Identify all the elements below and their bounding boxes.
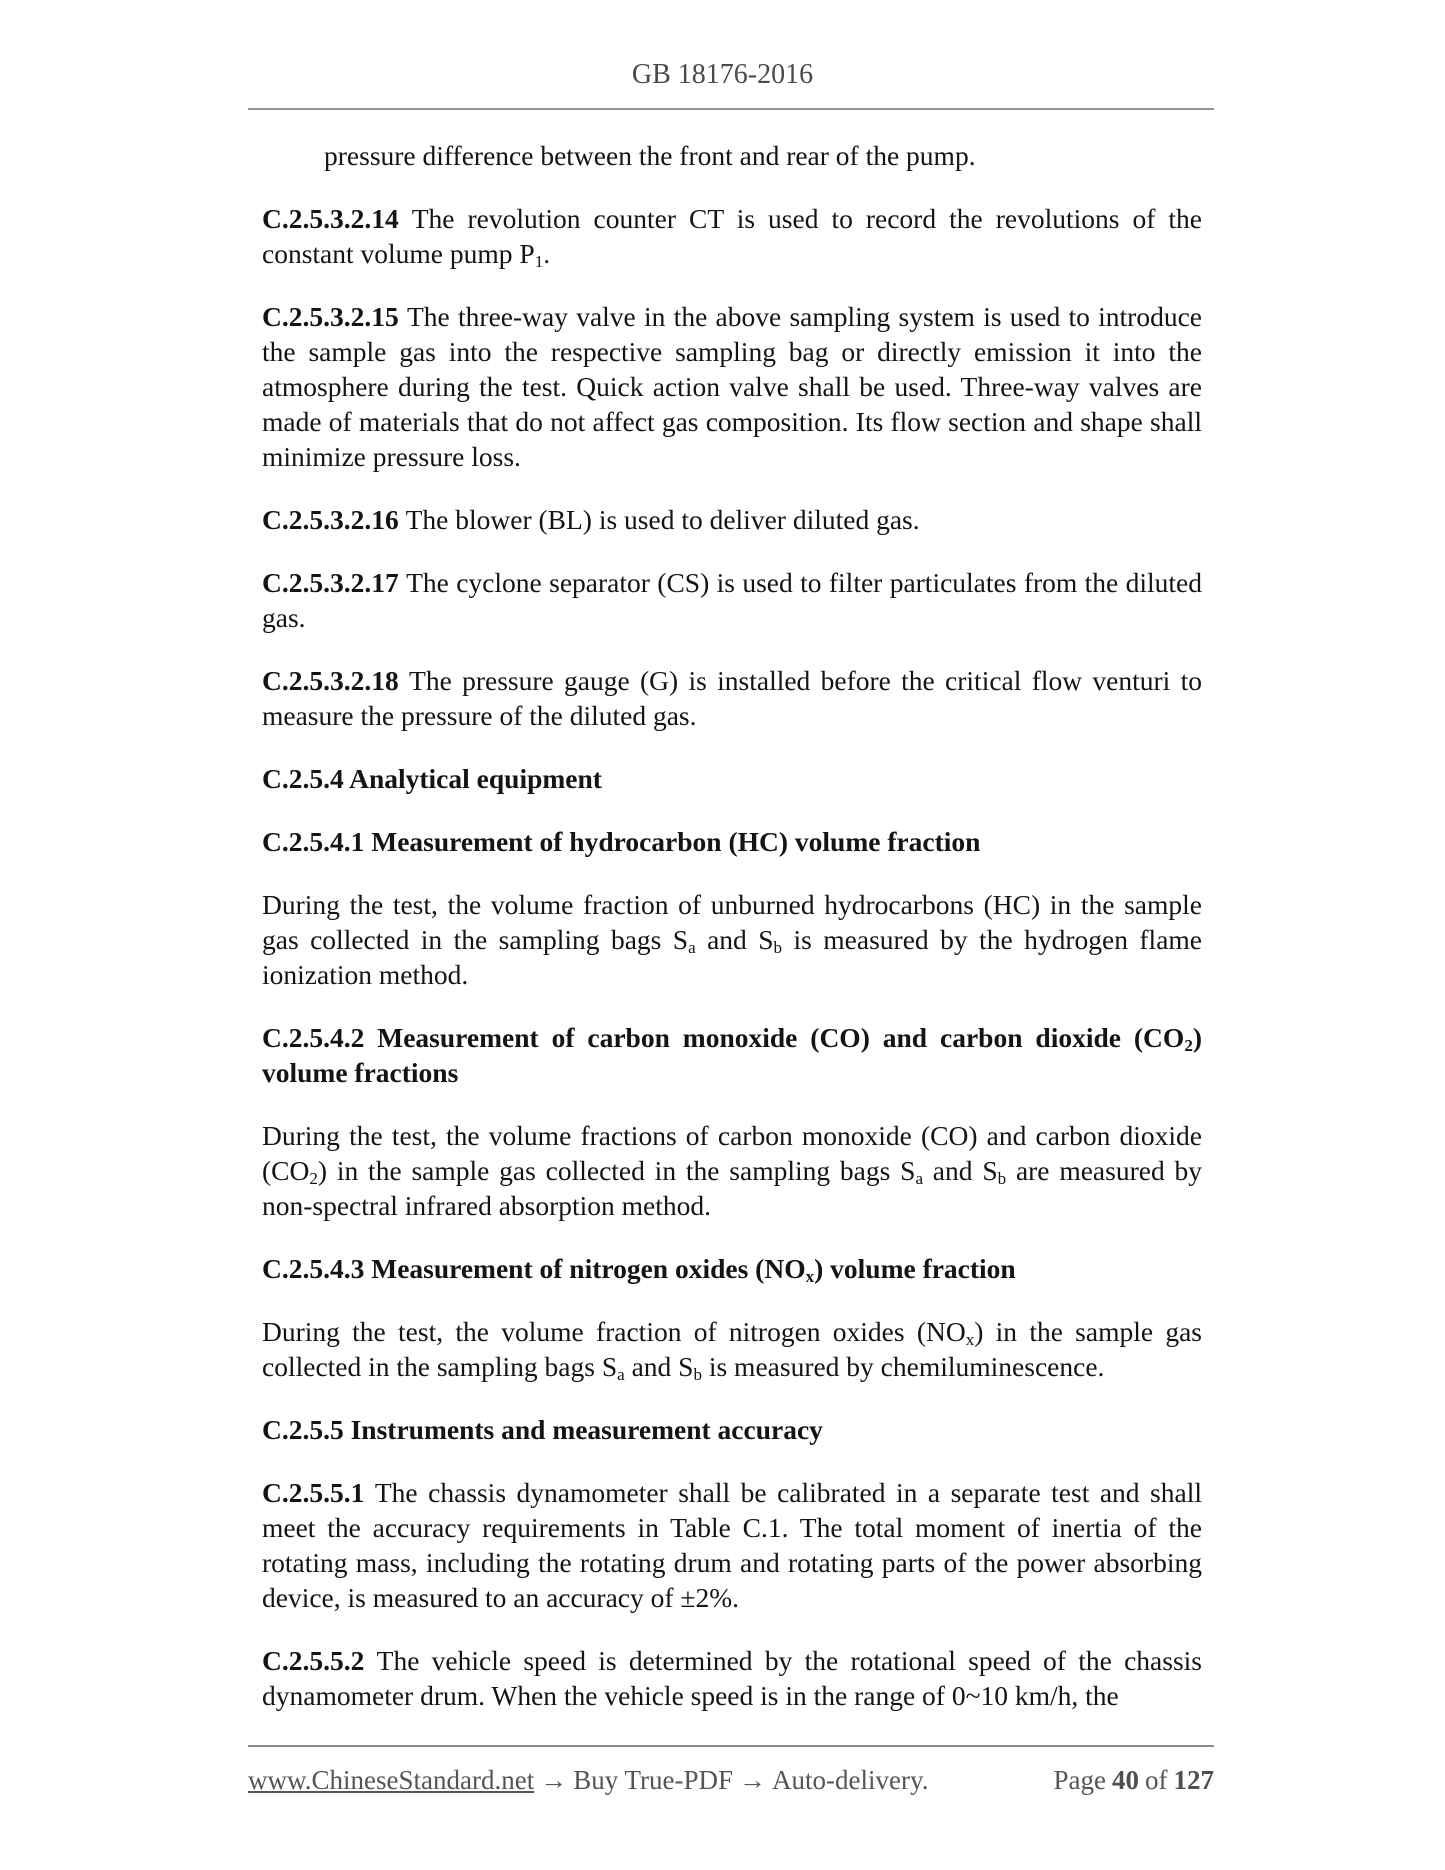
section-number: C.2.5.5.2 — [262, 1645, 377, 1676]
subscript-text: x — [965, 1329, 975, 1349]
paragraph — [262, 1314, 1202, 1384]
section-number: C.2.5.4.2 Measurement of carbon monoxide (CO) and carbon dioxide (CO — [262, 1022, 1185, 1053]
text-run: The cyclone separator (CS) is used to filter particulates from the diluted gas. — [262, 567, 1202, 633]
text-run: and S — [923, 1155, 998, 1186]
subscript-text: 2 — [309, 1168, 318, 1188]
section-number: C.2.5.4 Analytical equipment — [262, 763, 602, 794]
page-current-number: 40 — [1112, 1765, 1139, 1795]
subscript-text: x — [805, 1266, 815, 1286]
section-number: C.2.5.5 Instruments and measurement accuracy — [262, 1414, 823, 1445]
subscript-text: b — [773, 937, 783, 957]
document-body — [262, 138, 1202, 1713]
section-number: C.2.5.4.1 Measurement of hydrocarbon (HC) volume fraction — [262, 826, 981, 857]
text-run: During the test, the volume fraction of unburned hydrocarbons (HC) in the sample gas collected in the sampling bags S — [262, 889, 1202, 955]
section-number: C.2.5.3.2.15 — [262, 301, 407, 332]
page-label: Page — [1053, 1765, 1106, 1795]
text-run: are measured by non-spectral infrared absorption method. — [262, 1155, 1203, 1221]
text-run: The blower (BL) is used to deliver diluted gas. — [405, 504, 920, 535]
section-number: C.2.5.3.2.17 — [262, 567, 407, 598]
page-header — [0, 0, 1445, 92]
subscript-text: a — [915, 1168, 923, 1188]
paragraph — [262, 138, 1202, 173]
section-number: ) volume fraction — [814, 1253, 1016, 1284]
footer-delivery-text: Auto-delivery. — [772, 1765, 929, 1795]
section-number: C.2.5.5.1 — [262, 1477, 375, 1508]
page-footer — [248, 1745, 1214, 1796]
section-number: C.2.5.3.2.14 — [262, 203, 412, 234]
subscript-text: b — [693, 1364, 702, 1384]
section-heading — [262, 824, 1202, 859]
text-run: pressure difference between the front and rear of the pump. — [324, 140, 976, 171]
text-run: ) in the sample gas collected in the sampling bags S — [262, 1316, 1202, 1382]
section-number: C.2.5.4.3 Measurement of nitrogen oxides (NO — [262, 1253, 806, 1284]
text-run: During the test, the volume fractions of carbon monoxide (CO) and carbon dioxide (CO — [262, 1120, 1202, 1186]
paragraph — [262, 299, 1202, 474]
of-label: of — [1145, 1765, 1168, 1795]
section-number: ) volume fractions — [262, 1022, 1202, 1088]
paragraph — [262, 1118, 1202, 1223]
text-run: ) in the sample gas collected in the sampling bags S — [317, 1155, 916, 1186]
text-run: The pressure gauge (G) is installed before the critical flow venturi to measure the pressure of the diluted gas. — [262, 665, 1202, 731]
text-run: is measured by chemiluminescence. — [701, 1351, 1105, 1382]
subscript-text: 1 — [534, 251, 544, 271]
section-number: C.2.5.3.2.16 — [262, 504, 406, 535]
paragraph — [262, 1475, 1202, 1615]
header-divider — [248, 108, 1214, 110]
text-run: The revolution counter CT is used to record the revolutions of the constant volume pump P — [262, 203, 1202, 269]
footer-source-line — [248, 1765, 928, 1796]
paragraph — [262, 887, 1202, 992]
section-heading — [262, 1251, 1202, 1286]
section-heading — [262, 1020, 1202, 1090]
text-run: The three-way valve in the above sampling system is used to introduce the sample gas into the respective sampling bag or directly emission it into the atmosphere during the test. Quick action valve shall be used. Three-way valves are made of materials that do not affect gas composition. Its flow section and shape shall minimize pressure loss. — [262, 301, 1202, 472]
arrow-right-icon: → — [540, 1765, 568, 1795]
subscript-text: 2 — [1184, 1035, 1193, 1055]
subscript-text: a — [617, 1364, 625, 1384]
footer-website-link[interactable]: www.ChineseStandard.net — [248, 1765, 535, 1795]
text-run: and S — [695, 924, 774, 955]
paragraph — [262, 1643, 1202, 1713]
footer-buy-text: Buy True-PDF — [573, 1765, 734, 1795]
paragraph — [262, 663, 1202, 733]
text-run: is measured by the hydrogen flame ionization method. — [262, 924, 1202, 990]
footer-page-indicator — [1048, 1765, 1214, 1796]
paragraph — [262, 201, 1202, 271]
subscript-text: b — [997, 1168, 1007, 1188]
page-total-number: 127 — [1173, 1765, 1214, 1795]
section-number: C.2.5.3.2.18 — [262, 665, 410, 696]
text-run: During the test, the volume fraction of nitrogen oxides (NO — [262, 1316, 966, 1347]
section-heading — [262, 1412, 1202, 1447]
paragraph — [262, 565, 1202, 635]
text-run: and S — [624, 1351, 694, 1382]
text-run: The chassis dynamometer shall be calibrated in a separate test and shall meet the accuracy requirements in Table C.1. The total moment of inertia of the rotating mass, including the rotating drum and rotating parts of the power absorbing device, is measured to an accuracy of ±2%. — [262, 1477, 1202, 1613]
arrow-right-icon: → — [739, 1765, 767, 1795]
text-run: The vehicle speed is determined by the rotational speed of the chassis dynamometer drum. When the vehicle speed is in the range of 0~10 km/h, the — [262, 1645, 1202, 1711]
standard-number-title: GB 18176-2016 — [631, 59, 814, 90]
section-heading — [262, 761, 1202, 796]
text-run: . — [543, 238, 551, 269]
paragraph — [262, 502, 1202, 537]
subscript-text: a — [688, 937, 696, 957]
